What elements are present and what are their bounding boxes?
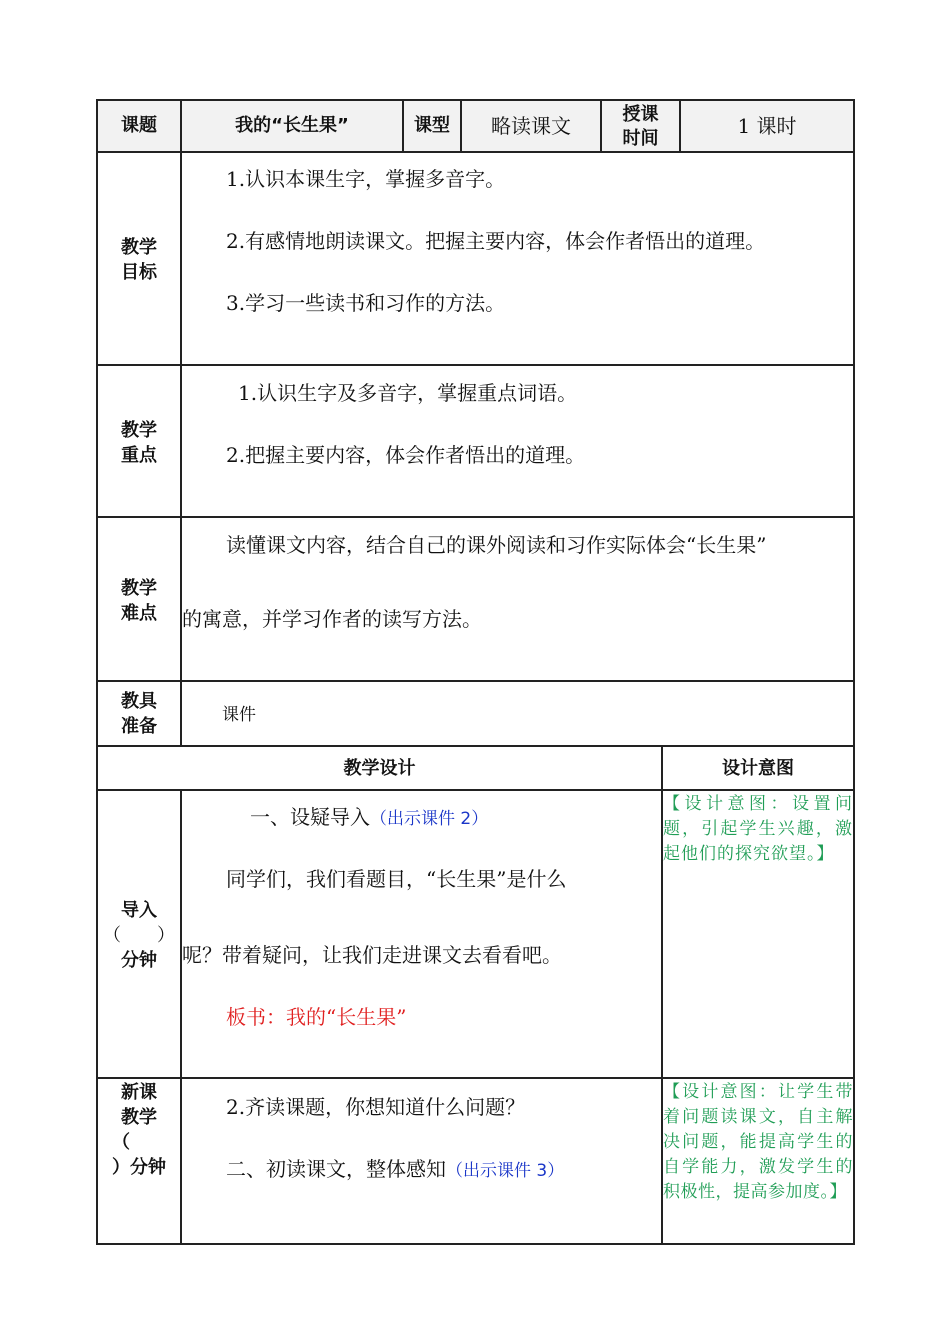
difficulties-line-2: 的寓意，并学习作者的读写方法。 xyxy=(182,607,482,631)
keypoints-label-1: 教学 xyxy=(121,420,157,441)
objective-item-1: 1.认识本课生字，掌握多音字。 xyxy=(226,167,506,191)
difficulties-label-2: 难点 xyxy=(121,603,157,624)
intro-board: 板书：我的“长生果” xyxy=(226,1005,407,1029)
objective-item-2: 2.有感情地朗读课文。把握主要内容，体会作者悟出的道理。 xyxy=(226,229,766,253)
topic-label: 课题 xyxy=(121,115,157,136)
table-border xyxy=(96,151,855,153)
type-value: 略读课文 xyxy=(491,114,571,138)
table-border xyxy=(180,789,182,1245)
keypoint-item-1: 1.认识生字及多音字，掌握重点词语。 xyxy=(238,381,578,405)
intro-line-2: 呢？带着疑问，让我们走进课文去看看吧。 xyxy=(182,943,562,967)
time-label-2: 时间 xyxy=(622,128,659,149)
materials-label-1: 教具 xyxy=(121,691,157,712)
newlesson-intent: 【设计意图：让学生带着问题读课文，自主解决问题，能提高学生的自学能力，激发学生的积极性，提高参加度。】 xyxy=(663,1082,853,1202)
materials-label-2: 准备 xyxy=(121,716,157,737)
objectives-label-2: 目标 xyxy=(121,262,157,283)
time-value: 1 课时 xyxy=(737,114,797,138)
intro-intent: 【设计意图：设置问题，引起学生兴趣，激起他们的探究欲望。】 xyxy=(663,794,853,864)
objectives-label-1: 教学 xyxy=(121,237,157,258)
intro-label-2: （ ） xyxy=(103,925,175,946)
intro-label-1: 导入 xyxy=(121,900,157,921)
table-border xyxy=(96,99,855,101)
table-border xyxy=(96,1243,855,1245)
newlesson-label-3: （ xyxy=(112,1132,130,1153)
intro-line-1: 同学们，我们看题目，“长生果”是什么 xyxy=(226,867,567,891)
intro-step-title-text: 一、设疑导入 xyxy=(250,805,370,829)
table-border xyxy=(96,1077,855,1079)
intro-label-3: 分钟 xyxy=(121,950,157,971)
newlesson-label-4: ）分钟 xyxy=(112,1157,166,1178)
design-header-right: 设计意图 xyxy=(722,758,794,779)
newlesson-line-1: 2.齐读课题，你想知道什么问题？ xyxy=(226,1095,526,1119)
intro-step-ref: （出示课件 2） xyxy=(370,809,489,829)
table-border xyxy=(853,99,855,1245)
keypoints-label-2: 重点 xyxy=(121,445,157,466)
newlesson-step-title-text: 二、初读课文，整体感知 xyxy=(226,1157,446,1181)
type-label: 课型 xyxy=(414,115,450,136)
difficulties-label-1: 教学 xyxy=(121,578,157,599)
materials-value: 课件 xyxy=(222,705,256,725)
newlesson-step-title xyxy=(226,1155,564,1185)
difficulties-line-1: 读懂课文内容，结合自己的课外阅读和习作实际体会“长生果” xyxy=(226,533,767,557)
design-header-left: 教学设计 xyxy=(343,758,416,779)
table-border xyxy=(96,364,855,366)
table-border xyxy=(96,745,855,747)
table-border xyxy=(180,99,182,746)
time-label-1: 授课 xyxy=(622,104,659,125)
newlesson-label-1: 新课 xyxy=(121,1082,157,1103)
intro-step-title xyxy=(250,803,488,833)
topic-value: 我的“长生果” xyxy=(235,115,349,136)
keypoint-item-2: 2.把握主要内容，体会作者悟出的道理。 xyxy=(226,443,586,467)
newlesson-label-2: 教学 xyxy=(121,1107,157,1128)
table-border xyxy=(96,680,855,682)
newlesson-step-ref: （出示课件 3） xyxy=(446,1161,565,1181)
table-border xyxy=(96,516,855,518)
objective-item-3: 3.学习一些读书和习作的方法。 xyxy=(226,291,506,315)
table-border xyxy=(96,789,855,791)
